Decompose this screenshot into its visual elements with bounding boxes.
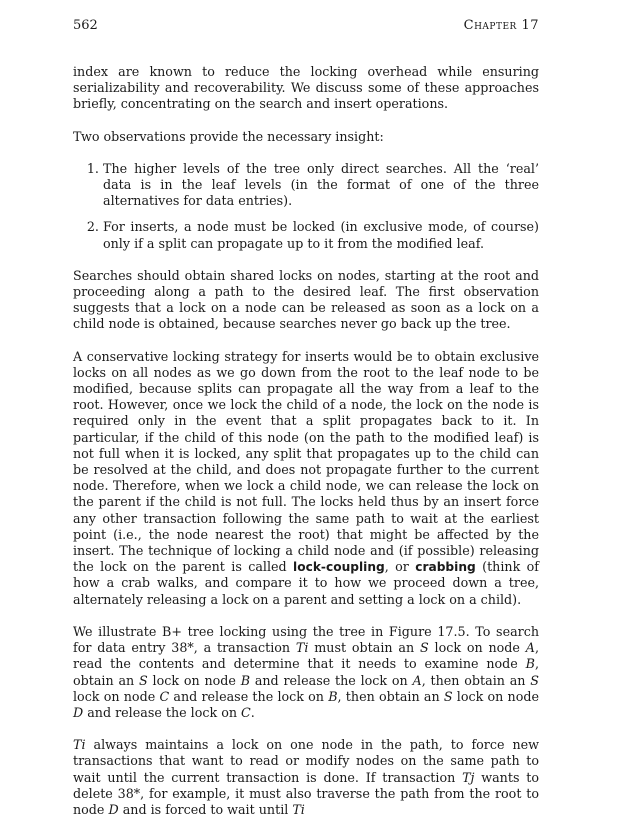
term-lock-coupling: lock-coupling: [293, 560, 385, 575]
list-item: 1. The higher levels of the tree only direct searches. All the ‘real’ data is in the leaf levels (in the format of one of the three alternatives for data entries).: [103, 161, 539, 210]
paragraph-conservative-locking: A conservative locking strategy for inserts would be to obtain exclusive locks on all nodes as we go down from the root to the leaf node to be modified, because splits can propagate all the way from a leaf to the root. However, once we lock the child of a node, the lock on the node is required only in the event that a split propagates back to it. In particular, if the child of this node (on the path to the modified leaf) is not full when it is locked, any split that propagates up to the child can be resolved at the child, and does not propagate further to the current node. Therefore, when we lock a child node, we can release the lock on the parent if the child is not full. The locks held thus by an insert force any other transaction following the same path to wait at the earliest point (i.e., the node nearest the root) that might be affected by the insert. The technique of locking a child node and (if possible) releasing the lock on the parent is called lock-coupling, or crabbing (think of how a crab walks, and compare it to how we proceed down a tree, alternately releasing a lock on a parent and setting a lock on a child).: [73, 348, 539, 607]
paragraph-illustration: We illustrate B+ tree locking using the tree in Figure 17.5. To search for data entry 38*, a transaction Ti must obtain an S lock on node A, read the contents and determine that it needs to examine node B, obtain an S lock on node B and release the lock on A, then obtain an S lock on node C and release the lock on B, then obtain an S lock on node D and release the lock on C.: [73, 623, 539, 720]
paragraph-observations: Two observations provide the necessary insight:: [73, 128, 384, 144]
paragraph-ti-maintains: Ti always maintains a lock on one node in the path, to force new transactions that want to read or modify nodes on the same path to wait until the current transaction is done. If transaction Tj wants to delete 38*, for example, it must also traverse the path from the root to node D and is forced to wait until Ti: [73, 737, 539, 817]
chapter-title: Chapter 17: [463, 18, 539, 33]
page-number: 562: [73, 18, 98, 33]
paragraph-intro: index are known to reduce the locking overhead while ensuring serializability and recoverability. We discuss some of these approaches briefly, concentrating on the search and insert operations.: [73, 64, 539, 112]
body-text: [73, 64, 539, 834]
paragraph-searches: Searches should obtain shared locks on nodes, starting at the root and proceeding along a path to the desired leaf. The first observation suggests that a lock on a node can be released as soon as a lock on a child node is obtained, because searches never go back up the tree.: [73, 267, 539, 332]
list-item: 2. For inserts, a node must be locked (in exclusive mode, of course) only if a split can propagate up to it from the modified leaf.: [103, 219, 539, 251]
term-crabbing: crabbing: [415, 560, 476, 575]
page-header: [73, 18, 539, 33]
observation-list: [73, 161, 539, 252]
